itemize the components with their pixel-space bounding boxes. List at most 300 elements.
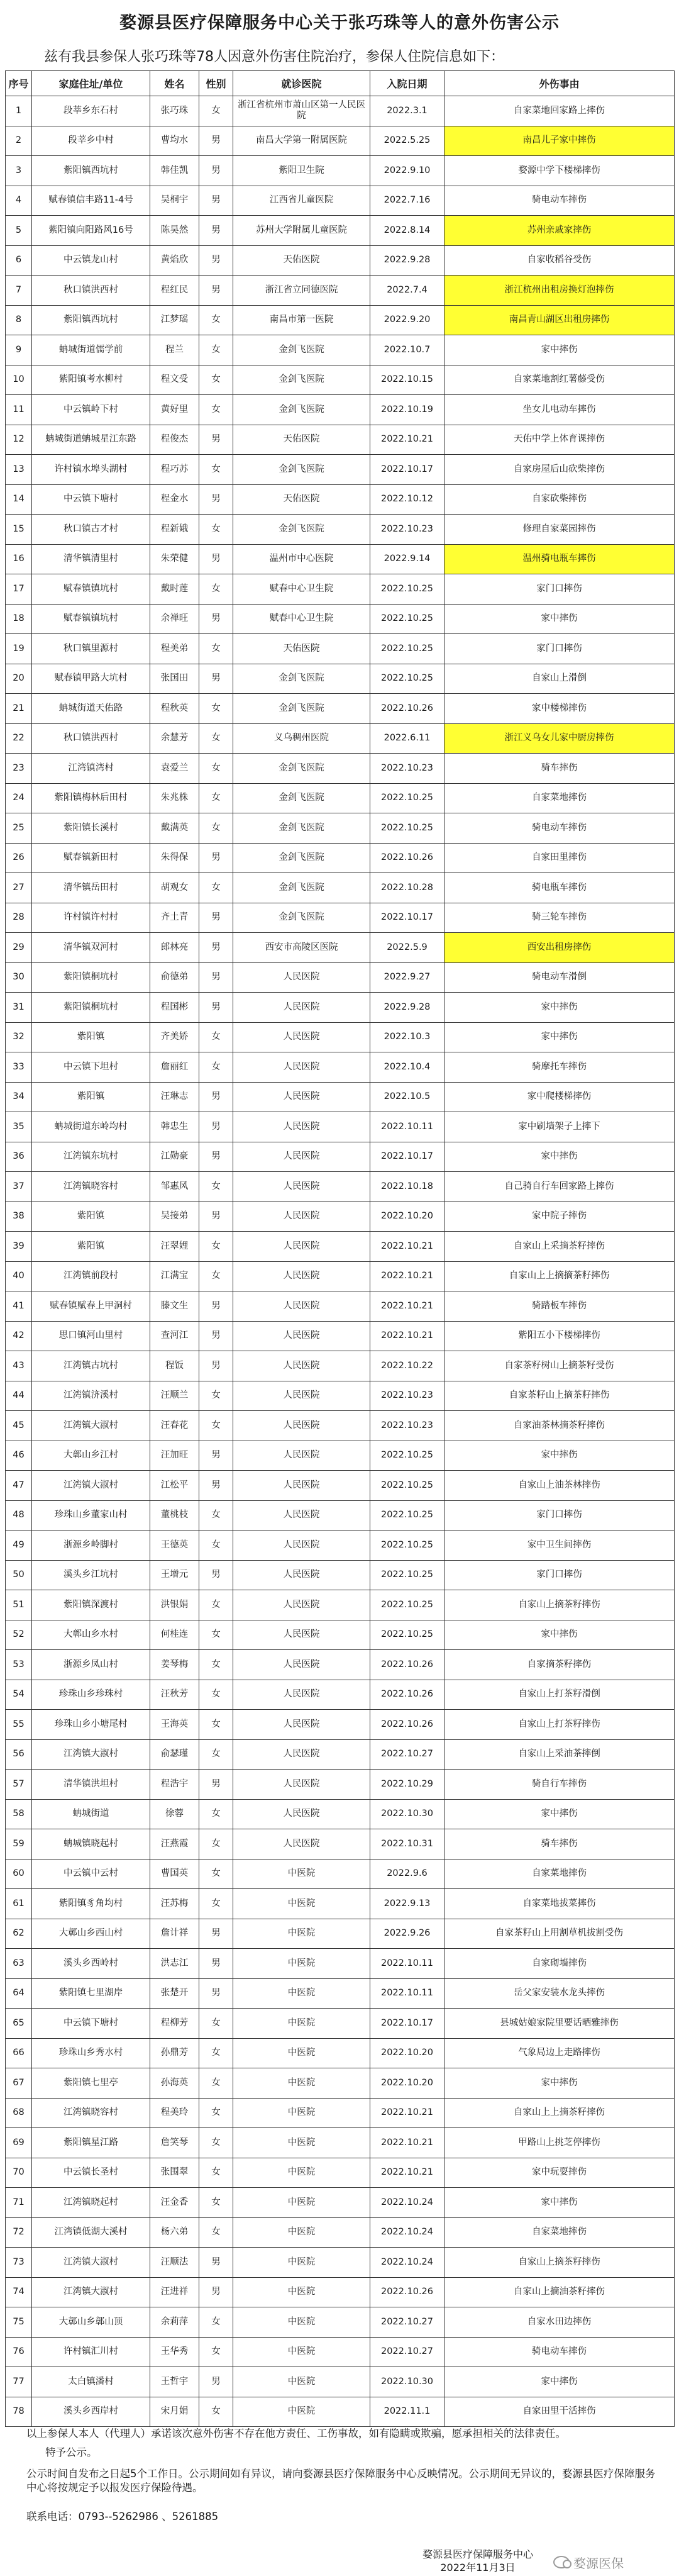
- name-cell: 朱兆株: [150, 783, 199, 813]
- admission-date-cell: 2022.10.25: [370, 1560, 444, 1590]
- row-number: 3: [6, 156, 32, 186]
- hospital-cell: 人民医院: [233, 1590, 370, 1620]
- row-number: 48: [6, 1500, 32, 1531]
- admission-date-cell: 2022.10.21: [370, 1291, 444, 1322]
- name-cell: 汪金香: [150, 2188, 199, 2218]
- sex-cell: 女: [199, 395, 233, 425]
- address-cell: 江湾镇大淑村: [32, 1471, 150, 1501]
- injury-cause-cell: 家门口摔伤: [444, 634, 675, 664]
- admission-date-cell: 2022.10.25: [370, 604, 444, 634]
- admission-date-cell: 2022.10.27: [370, 1739, 444, 1770]
- table-row: [6, 1531, 675, 1561]
- injury-cause-cell: 家中摔伤: [444, 2068, 675, 2099]
- watermark-text: 婺源医保: [573, 2555, 624, 2571]
- admission-date-cell: 2022.10.20: [370, 1202, 444, 1232]
- hospital-cell: 人民医院: [233, 993, 370, 1023]
- hospital-cell: 中医院: [233, 2248, 370, 2278]
- name-cell: 程柳芳: [150, 2009, 199, 2039]
- table-row: [6, 276, 675, 306]
- row-number: 18: [6, 604, 32, 634]
- sex-cell: 男: [199, 186, 233, 216]
- hospital-cell: 人民医院: [233, 1172, 370, 1202]
- address-cell: 清华镇洪坦村: [32, 1770, 150, 1800]
- hospital-cell: 天佑医院: [233, 245, 370, 276]
- row-number: 69: [6, 2128, 32, 2158]
- table-row: [6, 2068, 675, 2099]
- admission-date-cell: 2022.10.25: [370, 1471, 444, 1501]
- name-cell: 程新娥: [150, 515, 199, 545]
- sex-cell: 女: [199, 1590, 233, 1620]
- page-title: 婺源县医疗保障服务中心关于张巧珠等人的意外伤害公示: [119, 13, 560, 33]
- table-row: [6, 1919, 675, 1949]
- address-cell: 赋春镇新田村: [32, 843, 150, 873]
- table-row: [6, 873, 675, 903]
- sex-cell: 女: [199, 1799, 233, 1829]
- admission-date-cell: 2022.9.6: [370, 1859, 444, 1889]
- table-row: [6, 1739, 675, 1770]
- name-cell: 胡观女: [150, 873, 199, 903]
- injury-cause-cell: 自家山上摘茶籽摔伤: [444, 2248, 675, 2278]
- hospital-cell: 中医院: [233, 2337, 370, 2367]
- admission-date-cell: 2022.10.19: [370, 395, 444, 425]
- header-injury-cause: 外伤事由: [444, 71, 675, 96]
- hospital-cell: 南昌市第一医院: [233, 305, 370, 335]
- admission-date-cell: 2022.10.21: [370, 2128, 444, 2158]
- signature-org: 婺源县医疗保障服务中心: [422, 2548, 533, 2560]
- admission-date-cell: 2022.9.10: [370, 156, 444, 186]
- hospital-cell: 中医院: [233, 2098, 370, 2128]
- sex-cell: 女: [199, 96, 233, 126]
- hospital-cell: 紫阳卫生院: [233, 156, 370, 186]
- row-number: 32: [6, 1022, 32, 1052]
- sex-cell: 女: [199, 634, 233, 664]
- sex-cell: 男: [199, 544, 233, 574]
- address-cell: 紫阳镇七里湖岸: [32, 1978, 150, 2009]
- admission-date-cell: 2022.5.9: [370, 933, 444, 963]
- admission-date-cell: 2022.10.27: [370, 2337, 444, 2367]
- hospital-cell: 苏州大学附属儿童医院: [233, 216, 370, 246]
- table-row: [6, 962, 675, 993]
- table-row: [6, 216, 675, 246]
- injury-cause-cell: 骑电瓶车摔伤: [444, 873, 675, 903]
- admission-date-cell: 2022.8.14: [370, 216, 444, 246]
- table-row: [6, 126, 675, 156]
- sex-cell: 男: [199, 484, 233, 515]
- injury-cause-cell: 自家山上打茶籽摔伤: [444, 1710, 675, 1740]
- row-number: 11: [6, 395, 32, 425]
- table-row: [6, 993, 675, 1023]
- injury-cause-cell: 气象局边上走路摔伤: [444, 2038, 675, 2068]
- row-number: 2: [6, 126, 32, 156]
- hospital-cell: 中医院: [233, 2277, 370, 2307]
- name-cell: 吴接弟: [150, 1202, 199, 1232]
- name-cell: 詹计祥: [150, 1919, 199, 1949]
- name-cell: 程饭: [150, 1351, 199, 1381]
- publicity-notice: 公示时间自发布之日起5个工作日。公示期间如有异议，请向婺源县医疗保障服务中心反映情况。公示期间无异议的，婺源县医疗保障服务中心将按规定予以报发医疗保险待遇。: [26, 2468, 656, 2494]
- address-cell: 秋口镇里源村: [32, 634, 150, 664]
- table-row: [6, 2217, 675, 2248]
- injury-cause-cell: 自家山上采油茶摔倒: [444, 1739, 675, 1770]
- admission-date-cell: 2022.10.26: [370, 843, 444, 873]
- header-hospital: 就诊医院: [233, 71, 370, 96]
- admission-date-cell: 2022.10.25: [370, 634, 444, 664]
- hospital-cell: 人民医院: [233, 1381, 370, 1411]
- address-cell: 秋口镇古才村: [32, 515, 150, 545]
- sex-cell: 女: [199, 1261, 233, 1291]
- injury-cause-cell: 骑踏板车摔伤: [444, 1291, 675, 1322]
- table-row: [6, 1680, 675, 1710]
- sex-cell: 女: [199, 1022, 233, 1052]
- sex-cell: 女: [199, 2128, 233, 2158]
- address-cell: 紫阳镇星江路: [32, 2128, 150, 2158]
- address-cell: 溪头乡西岸村: [32, 2397, 150, 2427]
- name-cell: 姜琴梅: [150, 1650, 199, 1680]
- intro-text: 兹有我县参保人张巧珠等78人因意外伤害住院治疗，参保人住院信息如下：: [44, 49, 504, 65]
- table-row: [6, 425, 675, 455]
- address-cell: 紫阳镇西坑村: [32, 305, 150, 335]
- sex-cell: 女: [199, 1381, 233, 1411]
- table-row: [6, 933, 675, 963]
- injury-cause-cell: 自家菜地回家路上摔伤: [444, 96, 675, 126]
- admission-date-cell: 2022.10.17: [370, 903, 444, 933]
- hospital-cell: 人民医院: [233, 1710, 370, 1740]
- address-cell: 紫阳镇: [32, 1232, 150, 1262]
- row-number: 45: [6, 1411, 32, 1441]
- hospital-cell: 人民医院: [233, 1232, 370, 1262]
- injury-cause-cell: 自家山上油茶林摔伤: [444, 1471, 675, 1501]
- hospital-cell: 金剑飞医院: [233, 843, 370, 873]
- table-row: [6, 1471, 675, 1501]
- row-number: 44: [6, 1381, 32, 1411]
- injury-cause-cell: 骑摩托车摔伤: [444, 1052, 675, 1083]
- name-cell: 韩佳凯: [150, 156, 199, 186]
- hospital-cell: 南昌大学第一附属医院: [233, 126, 370, 156]
- table-row: [6, 1889, 675, 1919]
- row-number: 78: [6, 2397, 32, 2427]
- hospital-cell: 金剑飞医院: [233, 455, 370, 485]
- hospital-cell: 赋春中心卫生院: [233, 574, 370, 605]
- address-cell: 思口镇河山里村: [32, 1321, 150, 1351]
- injury-cause-cell: 岳父家安装水龙头摔伤: [444, 1978, 675, 2009]
- hospital-cell: 中医院: [233, 2068, 370, 2099]
- hospital-cell: 人民医院: [233, 1411, 370, 1441]
- hospital-cell: 人民医院: [233, 1620, 370, 1650]
- row-number: 62: [6, 1919, 32, 1949]
- injury-cause-cell: 家中院子摔伤: [444, 1202, 675, 1232]
- table-row: [6, 544, 675, 574]
- sex-cell: 女: [199, 783, 233, 813]
- row-number: 28: [6, 903, 32, 933]
- admission-date-cell: 2022.10.25: [370, 783, 444, 813]
- sex-cell: 男: [199, 216, 233, 246]
- hospital-cell: 人民医院: [233, 1500, 370, 1531]
- name-cell: 俞德弟: [150, 962, 199, 993]
- hospital-cell: 浙江省杭州市萧山区第一人民医院: [233, 96, 370, 126]
- row-number: 37: [6, 1172, 32, 1202]
- table-row: [6, 1500, 675, 1531]
- name-cell: 朱荣健: [150, 544, 199, 574]
- hospital-cell: 金剑飞医院: [233, 903, 370, 933]
- address-cell: 许村镇水埠头湖村: [32, 455, 150, 485]
- name-cell: 孙鼎芳: [150, 2038, 199, 2068]
- name-cell: 张国田: [150, 664, 199, 694]
- admission-date-cell: 2022.10.4: [370, 1052, 444, 1083]
- row-number: 13: [6, 455, 32, 485]
- injury-cause-cell: 自家山上上摘摘茶籽摔伤: [444, 1261, 675, 1291]
- row-number: 33: [6, 1052, 32, 1083]
- sex-cell: 女: [199, 723, 233, 754]
- sex-cell: 女: [199, 1500, 233, 1531]
- address-cell: 大鄣山乡江村: [32, 1441, 150, 1471]
- address-cell: 许村镇许村村: [32, 903, 150, 933]
- row-number: 77: [6, 2367, 32, 2397]
- admission-date-cell: 2022.10.29: [370, 1770, 444, 1800]
- hospital-cell: 中医院: [233, 2217, 370, 2248]
- table-row: [6, 664, 675, 694]
- name-cell: 程兰: [150, 335, 199, 365]
- table-row: [6, 1710, 675, 1740]
- injury-cause-cell: 家中摔伤: [444, 1142, 675, 1172]
- address-cell: 江湾镇大淑村: [32, 1739, 150, 1770]
- table-row: [6, 1321, 675, 1351]
- address-cell: 中云镇龙山村: [32, 245, 150, 276]
- hospital-cell: 人民医院: [233, 1351, 370, 1381]
- sex-cell: 女: [199, 365, 233, 395]
- address-cell: 蚺城街道蚺城星江东路: [32, 425, 150, 455]
- address-cell: 蚺城街道东岭均村: [32, 1112, 150, 1142]
- row-number: 39: [6, 1232, 32, 1262]
- contact-phone-line: [26, 2510, 661, 2524]
- table-row: [6, 2397, 675, 2427]
- table-row: [6, 2128, 675, 2158]
- injury-cause-cell: 自家田里干活摔伤: [444, 2397, 675, 2427]
- row-number: 67: [6, 2068, 32, 2099]
- name-cell: 余禅旺: [150, 604, 199, 634]
- hospital-cell: 天佑医院: [233, 634, 370, 664]
- sex-cell: 男: [199, 1142, 233, 1172]
- injury-cause-cell: 家中摔伤: [444, 2188, 675, 2218]
- address-cell: 紫阳镇西坑村: [32, 156, 150, 186]
- sex-cell: 女: [199, 2068, 233, 2099]
- row-number: 15: [6, 515, 32, 545]
- table-row: [6, 245, 675, 276]
- hospital-cell: 金剑飞医院: [233, 395, 370, 425]
- row-number: 25: [6, 813, 32, 844]
- sex-cell: 女: [199, 335, 233, 365]
- admission-date-cell: 2022.10.30: [370, 1799, 444, 1829]
- hospital-cell: 中医院: [233, 2367, 370, 2397]
- address-cell: 蚺城街道儒学前: [32, 335, 150, 365]
- table-row: [6, 1261, 675, 1291]
- sex-cell: 女: [199, 1172, 233, 1202]
- hospital-cell: 金剑飞医院: [233, 754, 370, 784]
- hereby-notice: 特予公示。: [45, 2446, 97, 2458]
- row-number: 10: [6, 365, 32, 395]
- hospital-cell: 中医院: [233, 2158, 370, 2188]
- sex-cell: 女: [199, 455, 233, 485]
- name-cell: 戴时莲: [150, 574, 199, 605]
- admission-date-cell: 2022.10.31: [370, 1829, 444, 1860]
- table-row: [6, 2367, 675, 2397]
- hospital-cell: 义乌稠州医院: [233, 723, 370, 754]
- address-cell: 清华镇岳田村: [32, 873, 150, 903]
- table-header-row: [6, 71, 675, 96]
- name-cell: 汪苏梅: [150, 1889, 199, 1919]
- admission-date-cell: 2022.10.18: [370, 1172, 444, 1202]
- sex-cell: 男: [199, 126, 233, 156]
- hospital-cell: 金剑飞医院: [233, 335, 370, 365]
- row-number: 50: [6, 1560, 32, 1590]
- injury-cause-cell: 自家山上摘茶籽摔伤: [444, 1590, 675, 1620]
- row-number: 47: [6, 1471, 32, 1501]
- name-cell: 黄焰欣: [150, 245, 199, 276]
- row-number: 20: [6, 664, 32, 694]
- injury-cause-cell: 甲路山上挑芝停摔伤: [444, 2128, 675, 2158]
- name-cell: 吴桐宇: [150, 186, 199, 216]
- name-cell: 孙海英: [150, 2068, 199, 2099]
- injury-cause-cell: 自家茶籽山上用割草机拔割受伤: [444, 1919, 675, 1949]
- table-row: [6, 1441, 675, 1471]
- row-number: 75: [6, 2307, 32, 2338]
- table-row: [6, 96, 675, 126]
- header-name: 姓名: [150, 71, 199, 96]
- name-cell: 曹国英: [150, 1859, 199, 1889]
- address-cell: 赋春镇甲路大坑村: [32, 664, 150, 694]
- admission-date-cell: 2022.10.21: [370, 1321, 444, 1351]
- row-number: 74: [6, 2277, 32, 2307]
- admission-date-cell: 2022.10.30: [370, 2367, 444, 2397]
- admission-date-cell: 2022.10.11: [370, 1112, 444, 1142]
- table-row: [6, 903, 675, 933]
- injury-cause-cell: 骑车摔伤: [444, 1829, 675, 1860]
- row-number: 41: [6, 1291, 32, 1322]
- hospital-cell: 天佑医院: [233, 484, 370, 515]
- sex-cell: 男: [199, 903, 233, 933]
- injury-cause-cell: 自家山上打茶籽滑倒: [444, 1680, 675, 1710]
- address-cell: 中云镇中云村: [32, 1859, 150, 1889]
- name-cell: 韩忠生: [150, 1112, 199, 1142]
- hospital-cell: 中医院: [233, 2307, 370, 2338]
- address-cell: 大鄣山乡水村: [32, 1620, 150, 1650]
- table-row: [6, 455, 675, 485]
- table-row: [6, 1172, 675, 1202]
- row-number: 76: [6, 2337, 32, 2367]
- sex-cell: 男: [199, 604, 233, 634]
- admission-date-cell: 2022.9.20: [370, 305, 444, 335]
- name-cell: 王华秀: [150, 2337, 199, 2367]
- injury-cause-cell: 自家山上滑倒: [444, 664, 675, 694]
- admission-date-cell: 2022.10.17: [370, 2009, 444, 2039]
- pledge-text: 以上参保人本人（代理人）承诺该次意外伤害不存在他方责任、工伤事故，如有隐瞒或欺骗，愿承担相关的法律责任。: [26, 2428, 566, 2439]
- hospital-cell: 中医院: [233, 2188, 370, 2218]
- table-row: [6, 395, 675, 425]
- hospital-cell: 人民医院: [233, 1471, 370, 1501]
- injury-cause-cell: 家中卫生间摔伤: [444, 1531, 675, 1561]
- name-cell: 程国彬: [150, 993, 199, 1023]
- sex-cell: 女: [199, 1889, 233, 1919]
- table-row: [6, 2158, 675, 2188]
- injury-cause-cell: 浙江杭州出租房换灯泡摔伤: [444, 276, 675, 306]
- name-cell: 查河江: [150, 1321, 199, 1351]
- admission-date-cell: 2022.10.28: [370, 873, 444, 903]
- row-number: 34: [6, 1082, 32, 1112]
- name-cell: 江松平: [150, 1471, 199, 1501]
- address-cell: 太白镇潘村: [32, 2367, 150, 2397]
- name-cell: 朱得保: [150, 843, 199, 873]
- row-number: 63: [6, 1949, 32, 1979]
- row-number: 46: [6, 1441, 32, 1471]
- address-cell: 江湾镇低湖大溪村: [32, 2217, 150, 2248]
- sex-cell: 女: [199, 1829, 233, 1860]
- admission-date-cell: 2022.11.1: [370, 2397, 444, 2427]
- name-cell: 汪秋芳: [150, 1680, 199, 1710]
- sex-cell: 女: [199, 2337, 233, 2367]
- admission-date-cell: 2022.10.5: [370, 1082, 444, 1112]
- table-row: [6, 1799, 675, 1829]
- sex-cell: 女: [199, 2009, 233, 2039]
- hospital-cell: 中医院: [233, 2397, 370, 2427]
- row-number: 17: [6, 574, 32, 605]
- hospital-cell: 江西省儿童医院: [233, 186, 370, 216]
- name-cell: 王德英: [150, 1531, 199, 1561]
- table-row: [6, 694, 675, 724]
- row-number: 72: [6, 2217, 32, 2248]
- address-cell: 紫阳镇: [32, 1202, 150, 1232]
- admission-date-cell: 2022.10.26: [370, 694, 444, 724]
- row-number: 14: [6, 484, 32, 515]
- name-cell: 徐蓉: [150, 1799, 199, 1829]
- address-cell: 紫阳镇七里亭: [32, 2068, 150, 2099]
- sex-cell: 女: [199, 2217, 233, 2248]
- table-row: [6, 1620, 675, 1650]
- name-cell: 程美玲: [150, 2098, 199, 2128]
- address-cell: 赋春镇镇坑村: [32, 574, 150, 605]
- hospital-cell: 人民医院: [233, 1770, 370, 1800]
- address-cell: 紫阳镇: [32, 1022, 150, 1052]
- hospital-cell: 人民医院: [233, 1261, 370, 1291]
- sex-cell: 男: [199, 664, 233, 694]
- name-cell: 王哲宇: [150, 2367, 199, 2397]
- hospital-cell: 中医院: [233, 2038, 370, 2068]
- injury-cause-cell: 家中摔伤: [444, 1620, 675, 1650]
- injury-cause-cell: 家中摔伤: [444, 1441, 675, 1471]
- injury-cause-cell: 自家菜地拔菜摔伤: [444, 1889, 675, 1919]
- address-cell: 江湾镇晓起村: [32, 2188, 150, 2218]
- patient-table: [5, 70, 675, 2427]
- name-cell: 张围翠: [150, 2158, 199, 2188]
- address-cell: 紫阳镇考水柳村: [32, 365, 150, 395]
- address-cell: 江湾镇前段村: [32, 1261, 150, 1291]
- hospital-cell: 金剑飞医院: [233, 783, 370, 813]
- sex-cell: 男: [199, 1082, 233, 1112]
- injury-cause-cell: 家中摔伤: [444, 1799, 675, 1829]
- injury-cause-cell: 自家菜地摔伤: [444, 783, 675, 813]
- hospital-cell: 人民医院: [233, 1082, 370, 1112]
- admission-date-cell: 2022.10.26: [370, 1650, 444, 1680]
- row-number: 31: [6, 993, 32, 1023]
- admission-date-cell: 2022.10.22: [370, 1351, 444, 1381]
- footer-notes: [26, 2427, 661, 2524]
- row-number: 73: [6, 2248, 32, 2278]
- name-cell: 俞瑟瑾: [150, 1739, 199, 1770]
- admission-date-cell: 2022.9.14: [370, 544, 444, 574]
- admission-date-cell: 2022.9.26: [370, 1919, 444, 1949]
- admission-date-cell: 2022.10.11: [370, 1949, 444, 1979]
- sex-cell: 男: [199, 1321, 233, 1351]
- address-cell: 蚺城镇晓起村: [32, 1829, 150, 1860]
- injury-cause-cell: 天佑中学上体育课摔伤: [444, 425, 675, 455]
- address-cell: 江湾镇晓容村: [32, 2098, 150, 2128]
